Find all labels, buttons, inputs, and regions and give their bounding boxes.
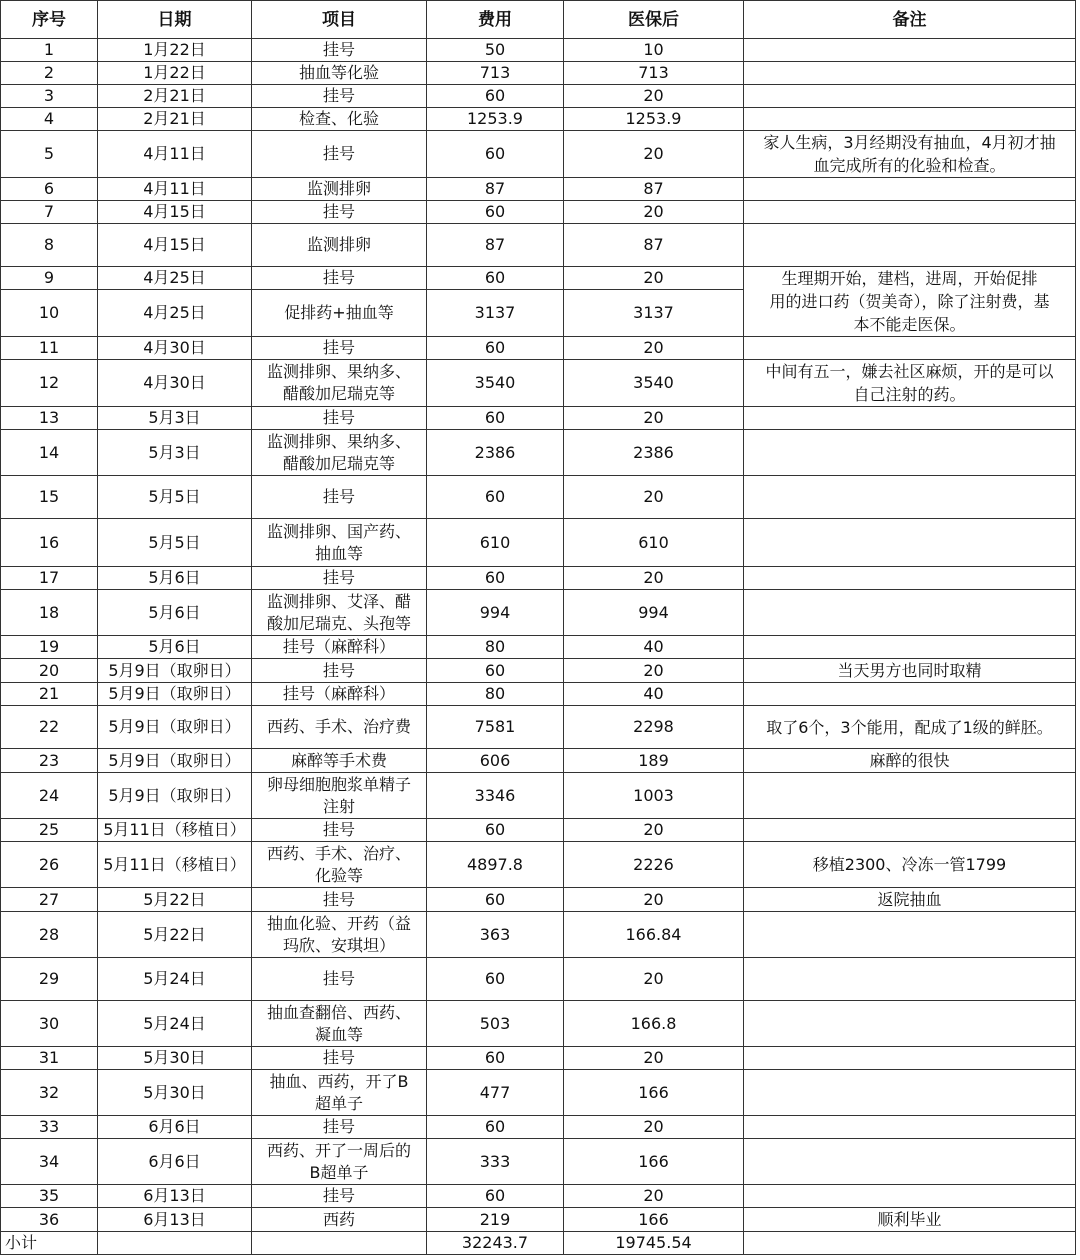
index-cell[interactable]: 5 [1,131,98,178]
index-cell[interactable]: 30 [1,1001,98,1047]
item-cell[interactable]: 监测排卵、果纳多、 醋酸加尼瑞克等 [252,360,427,407]
column-header-after-insurance[interactable]: 医保后 [564,1,744,39]
item-cell[interactable]: 挂号 [252,819,427,842]
date-cell[interactable]: 6月6日 [98,1139,252,1185]
table-row [1,1116,1076,1139]
item-cell[interactable]: 抽血等化验 [252,62,427,85]
after-insurance-cell[interactable]: 610 [564,519,744,567]
table-row [1,1208,1076,1232]
date-cell[interactable]: 4月25日 [98,290,252,337]
item-cell[interactable]: 挂号 [252,201,427,224]
after-insurance-cell[interactable]: 3137 [564,290,744,337]
column-header-index[interactable]: 序号 [1,1,98,39]
index-cell[interactable]: 1 [1,39,98,62]
notes-cell[interactable] [744,958,1076,1001]
table-row [1,131,1076,178]
cost-cell[interactable]: 60 [427,888,564,912]
notes-cell[interactable]: 中间有五一，嫌去社区麻烦，开的是可以 自己注射的药。 [744,360,1076,407]
header-row [1,1,1076,39]
table-row [1,267,1076,290]
index-cell[interactable]: 4 [1,108,98,131]
date-cell[interactable]: 4月11日 [98,131,252,178]
date-cell[interactable]: 5月30日 [98,1047,252,1070]
item-cell[interactable]: 挂号 [252,888,427,912]
date-cell[interactable]: 5月6日 [98,590,252,636]
notes-cell[interactable]: 顺利毕业 [744,1208,1076,1232]
cost-cell[interactable]: 87 [427,224,564,267]
after-insurance-cell[interactable]: 713 [564,62,744,85]
item-cell[interactable]: 抽血化验、开药（益 玛欣、安琪坦） [252,912,427,958]
table-row [1,360,1076,407]
date-cell[interactable]: 1月22日 [98,62,252,85]
cost-cell[interactable]: 3540 [427,360,564,407]
cost-cell[interactable]: 60 [427,201,564,224]
table-row [1,39,1076,62]
date-cell[interactable]: 4月30日 [98,360,252,407]
date-cell[interactable]: 5月5日 [98,519,252,567]
after-insurance-cell[interactable]: 166.8 [564,1001,744,1047]
item-cell[interactable]: 挂号 [252,958,427,1001]
index-cell[interactable]: 22 [1,706,98,749]
item-cell[interactable]: 挂号 [252,1047,427,1070]
index-cell[interactable]: 2 [1,62,98,85]
notes-cell[interactable] [744,337,1076,360]
subtotal-label[interactable]: 小计 [1,1232,98,1255]
date-cell[interactable]: 5月6日 [98,636,252,659]
notes-cell[interactable] [744,224,1076,267]
table-row [1,1070,1076,1116]
notes-cell[interactable] [744,108,1076,131]
item-cell[interactable]: 挂号（麻醉科） [252,683,427,706]
item-cell[interactable]: 挂号 [252,567,427,590]
date-cell[interactable]: 6月13日 [98,1208,252,1232]
index-cell[interactable]: 36 [1,1208,98,1232]
notes-cell[interactable] [744,62,1076,85]
item-cell[interactable]: 挂号（麻醉科） [252,636,427,659]
notes-cell[interactable] [744,683,1076,706]
index-cell[interactable]: 8 [1,224,98,267]
item-cell[interactable]: 促排药+抽血等 [252,290,427,337]
column-header-notes[interactable]: 备注 [744,1,1076,39]
notes-cell[interactable] [744,1116,1076,1139]
table-row [1,407,1076,430]
after-insurance-cell[interactable]: 87 [564,178,744,201]
date-cell[interactable]: 2月21日 [98,85,252,108]
cost-cell[interactable]: 7581 [427,706,564,749]
subtotal-row [1,1232,1076,1255]
after-insurance-cell[interactable]: 1003 [564,773,744,819]
cost-cell[interactable]: 994 [427,590,564,636]
index-cell[interactable]: 32 [1,1070,98,1116]
table-row [1,476,1076,519]
cost-cell[interactable]: 60 [427,1116,564,1139]
notes-cell[interactable] [744,407,1076,430]
cost-cell[interactable]: 87 [427,178,564,201]
index-cell[interactable]: 6 [1,178,98,201]
cost-cell[interactable]: 3346 [427,773,564,819]
item-cell[interactable]: 挂号 [252,39,427,62]
item-cell[interactable]: 监测排卵 [252,178,427,201]
table-row [1,430,1076,476]
date-cell[interactable]: 5月24日 [98,958,252,1001]
after-insurance-cell[interactable]: 20 [564,1185,744,1208]
table-row [1,108,1076,131]
notes-cell[interactable]: 麻醉的很快 [744,749,1076,773]
notes-cell[interactable] [744,430,1076,476]
subtotal-after-insurance[interactable]: 19745.54 [564,1232,744,1255]
table-row [1,178,1076,201]
cost-cell[interactable]: 60 [427,131,564,178]
index-cell[interactable]: 27 [1,888,98,912]
table-row [1,1001,1076,1047]
item-cell[interactable]: 西药 [252,1208,427,1232]
column-header-date[interactable]: 日期 [98,1,252,39]
after-insurance-cell[interactable]: 166 [564,1208,744,1232]
table-row [1,842,1076,888]
index-cell[interactable]: 35 [1,1185,98,1208]
after-insurance-cell[interactable]: 1253.9 [564,108,744,131]
index-cell[interactable]: 31 [1,1047,98,1070]
after-insurance-cell[interactable]: 3540 [564,360,744,407]
date-cell[interactable]: 5月30日 [98,1070,252,1116]
after-insurance-cell[interactable]: 20 [564,819,744,842]
item-cell[interactable]: 挂号 [252,1116,427,1139]
table-row [1,773,1076,819]
index-cell[interactable]: 24 [1,773,98,819]
item-cell[interactable]: 西药、手术、治疗费 [252,706,427,749]
after-insurance-cell[interactable]: 20 [564,85,744,108]
index-cell[interactable]: 21 [1,683,98,706]
date-cell[interactable]: 5月11日（移植日） [98,842,252,888]
item-cell[interactable]: 挂号 [252,1185,427,1208]
index-cell[interactable]: 25 [1,819,98,842]
table-row [1,337,1076,360]
item-cell[interactable]: 西药、手术、治疗、 化验等 [252,842,427,888]
subtotal-cost[interactable]: 32243.7 [427,1232,564,1255]
notes-cell[interactable]: 移植2300、冷冻一管1799 [744,842,1076,888]
index-cell[interactable]: 16 [1,519,98,567]
table-row [1,683,1076,706]
table-cell[interactable] [744,1232,1076,1255]
date-cell[interactable]: 5月3日 [98,430,252,476]
after-insurance-cell[interactable]: 166 [564,1070,744,1116]
date-cell[interactable]: 2月21日 [98,108,252,131]
table-row [1,85,1076,108]
date-cell[interactable]: 5月24日 [98,1001,252,1047]
table-row [1,706,1076,749]
notes-cell[interactable] [744,1001,1076,1047]
table-row [1,819,1076,842]
index-cell[interactable]: 14 [1,430,98,476]
cost-cell[interactable]: 2386 [427,430,564,476]
after-insurance-cell[interactable]: 87 [564,224,744,267]
table-row [1,749,1076,773]
table-row [1,567,1076,590]
cost-cell[interactable]: 80 [427,683,564,706]
after-insurance-cell[interactable]: 2298 [564,706,744,749]
notes-cell[interactable] [744,1185,1076,1208]
index-cell[interactable]: 19 [1,636,98,659]
table-row [1,1185,1076,1208]
item-cell[interactable]: 监测排卵、果纳多、 醋酸加尼瑞克等 [252,430,427,476]
date-cell[interactable]: 5月6日 [98,567,252,590]
item-cell[interactable]: 挂号 [252,131,427,178]
index-cell[interactable]: 17 [1,567,98,590]
table-row [1,636,1076,659]
notes-cell[interactable]: 当天男方也同时取精 [744,659,1076,683]
date-cell[interactable]: 4月30日 [98,337,252,360]
cost-cell[interactable]: 60 [427,659,564,683]
index-cell[interactable]: 33 [1,1116,98,1139]
cost-cell[interactable]: 80 [427,636,564,659]
item-cell[interactable]: 挂号 [252,407,427,430]
date-cell[interactable]: 4月25日 [98,267,252,290]
after-insurance-cell[interactable]: 994 [564,590,744,636]
cost-cell[interactable]: 60 [427,337,564,360]
notes-cell[interactable]: 家人生病，3月经期没有抽血，4月初才抽 血完成所有的化验和检查。 [744,131,1076,178]
index-cell[interactable]: 20 [1,659,98,683]
after-insurance-cell[interactable]: 20 [564,1047,744,1070]
item-cell[interactable]: 监测排卵、国产药、 抽血等 [252,519,427,567]
item-cell[interactable]: 麻醉等手术费 [252,749,427,773]
index-cell[interactable]: 28 [1,912,98,958]
date-cell[interactable]: 1月22日 [98,39,252,62]
after-insurance-cell[interactable]: 20 [564,267,744,290]
after-insurance-cell[interactable]: 20 [564,958,744,1001]
date-cell[interactable]: 5月22日 [98,912,252,958]
after-insurance-cell[interactable]: 20 [564,1116,744,1139]
cost-cell[interactable]: 606 [427,749,564,773]
item-cell[interactable]: 挂号 [252,337,427,360]
index-cell[interactable]: 29 [1,958,98,1001]
after-insurance-cell[interactable]: 20 [564,337,744,360]
notes-cell[interactable] [744,567,1076,590]
notes-cell[interactable]: 取了6个，3个能用，配成了1级的鲜胚。 [744,706,1076,749]
item-cell[interactable]: 抽血、西药，开了B 超单子 [252,1070,427,1116]
notes-cell[interactable] [744,1139,1076,1185]
item-cell[interactable]: 抽血查翻倍、西药、 凝血等 [252,1001,427,1047]
after-insurance-cell[interactable]: 20 [564,131,744,178]
date-cell[interactable]: 5月9日（取卵日） [98,706,252,749]
cost-cell[interactable]: 363 [427,912,564,958]
item-cell[interactable]: 挂号 [252,659,427,683]
index-cell[interactable]: 13 [1,407,98,430]
cost-cell[interactable]: 333 [427,1139,564,1185]
after-insurance-cell[interactable]: 2386 [564,430,744,476]
index-cell[interactable]: 23 [1,749,98,773]
after-insurance-cell[interactable]: 40 [564,636,744,659]
table-row [1,590,1076,636]
item-cell[interactable]: 挂号 [252,85,427,108]
table-cell[interactable] [98,1232,252,1255]
item-cell[interactable]: 卵母细胞胞浆单精子 注射 [252,773,427,819]
notes-cell[interactable] [744,519,1076,567]
after-insurance-cell[interactable]: 166.84 [564,912,744,958]
table-row [1,659,1076,683]
date-cell[interactable]: 6月13日 [98,1185,252,1208]
date-cell[interactable]: 4月15日 [98,201,252,224]
table-cell[interactable] [252,1232,427,1255]
cost-cell[interactable]: 60 [427,85,564,108]
column-header-item[interactable]: 项目 [252,1,427,39]
notes-cell[interactable] [744,636,1076,659]
cost-cell[interactable]: 60 [427,567,564,590]
table-row [1,958,1076,1001]
notes-cell[interactable]: 生理期开始，建档，进周，开始促排 用的进口药（贺美奇），除了注射费，基 本不能走医保。 [744,267,1076,337]
cost-cell[interactable]: 219 [427,1208,564,1232]
notes-cell[interactable] [744,1070,1076,1116]
cost-cell[interactable]: 60 [427,958,564,1001]
notes-cell[interactable] [744,178,1076,201]
cost-cell[interactable]: 60 [427,1047,564,1070]
cost-cell[interactable]: 610 [427,519,564,567]
item-cell[interactable]: 挂号 [252,476,427,519]
notes-cell[interactable] [744,39,1076,62]
cost-cell[interactable]: 60 [427,1185,564,1208]
index-cell[interactable]: 3 [1,85,98,108]
after-insurance-cell[interactable]: 20 [564,659,744,683]
cost-cell[interactable]: 50 [427,39,564,62]
date-cell[interactable]: 5月9日（取卵日） [98,683,252,706]
after-insurance-cell[interactable]: 166 [564,1139,744,1185]
notes-cell[interactable] [744,476,1076,519]
table-row [1,888,1076,912]
table-row [1,519,1076,567]
cost-cell[interactable]: 60 [427,819,564,842]
table-row [1,201,1076,224]
notes-cell[interactable] [744,590,1076,636]
date-cell[interactable]: 5月3日 [98,407,252,430]
table-row [1,912,1076,958]
cost-cell[interactable]: 3137 [427,290,564,337]
after-insurance-cell[interactable]: 40 [564,683,744,706]
cost-cell[interactable]: 713 [427,62,564,85]
notes-cell[interactable] [744,773,1076,819]
column-header-cost[interactable]: 费用 [427,1,564,39]
index-cell[interactable]: 18 [1,590,98,636]
date-cell[interactable]: 5月9日（取卵日） [98,659,252,683]
date-cell[interactable]: 5月11日（移植日） [98,819,252,842]
date-cell[interactable]: 5月5日 [98,476,252,519]
table-row [1,1047,1076,1070]
date-cell[interactable]: 4月15日 [98,224,252,267]
date-cell[interactable]: 6月6日 [98,1116,252,1139]
item-cell[interactable]: 监测排卵、艾泽、醋 酸加尼瑞克、头孢等 [252,590,427,636]
cost-cell[interactable]: 60 [427,407,564,430]
index-cell[interactable]: 11 [1,337,98,360]
index-cell[interactable]: 15 [1,476,98,519]
after-insurance-cell[interactable]: 20 [564,201,744,224]
index-cell[interactable]: 26 [1,842,98,888]
index-cell[interactable]: 7 [1,201,98,224]
item-cell[interactable]: 西药、开了一周后的 B超单子 [252,1139,427,1185]
notes-cell[interactable] [744,201,1076,224]
index-cell[interactable]: 10 [1,290,98,337]
table-row [1,224,1076,267]
date-cell[interactable]: 5月9日（取卵日） [98,749,252,773]
notes-cell[interactable] [744,1047,1076,1070]
cost-cell[interactable]: 4897.8 [427,842,564,888]
index-cell[interactable]: 34 [1,1139,98,1185]
table-row [1,1139,1076,1185]
notes-cell[interactable]: 返院抽血 [744,888,1076,912]
notes-cell[interactable] [744,912,1076,958]
after-insurance-cell[interactable]: 10 [564,39,744,62]
after-insurance-cell[interactable]: 2226 [564,842,744,888]
after-insurance-cell[interactable]: 20 [564,407,744,430]
item-cell[interactable]: 挂号 [252,267,427,290]
cost-cell[interactable]: 503 [427,1001,564,1047]
item-cell[interactable]: 监测排卵 [252,224,427,267]
notes-cell[interactable] [744,85,1076,108]
cost-cell[interactable]: 60 [427,476,564,519]
index-cell[interactable]: 12 [1,360,98,407]
index-cell[interactable]: 9 [1,267,98,290]
after-insurance-cell[interactable]: 20 [564,476,744,519]
date-cell[interactable]: 5月22日 [98,888,252,912]
notes-cell[interactable] [744,819,1076,842]
cost-cell[interactable]: 1253.9 [427,108,564,131]
item-cell[interactable]: 检查、化验 [252,108,427,131]
after-insurance-cell[interactable]: 189 [564,749,744,773]
date-cell[interactable]: 5月9日（取卵日） [98,773,252,819]
cost-cell[interactable]: 477 [427,1070,564,1116]
table-row [1,62,1076,85]
after-insurance-cell[interactable]: 20 [564,888,744,912]
date-cell[interactable]: 4月11日 [98,178,252,201]
after-insurance-cell[interactable]: 20 [564,567,744,590]
cost-cell[interactable]: 60 [427,267,564,290]
